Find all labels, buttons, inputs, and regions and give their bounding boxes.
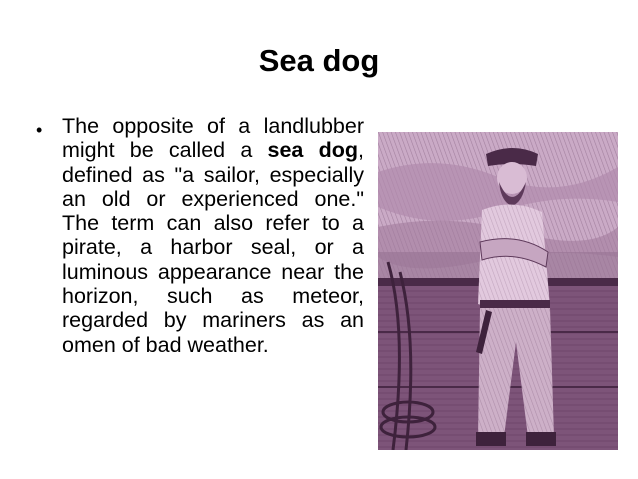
bullet-marker: • xyxy=(36,120,43,140)
slide-title: Sea dog xyxy=(258,43,380,78)
sailor-illustration xyxy=(378,132,618,450)
bullet-text-definition: , defined as "a sailor, especially an old or experienced one." The term can also refer to a pirate, a harbor seal, or a luminous appearance near the horizon, such as meteor, regarded by mariners as an omen of bad weather. xyxy=(62,138,364,357)
bullet-text xyxy=(62,114,364,357)
bullet-text-intro: The opposite of a landlubber might be called a xyxy=(62,114,364,163)
bullet-term: sea dog xyxy=(267,138,359,163)
